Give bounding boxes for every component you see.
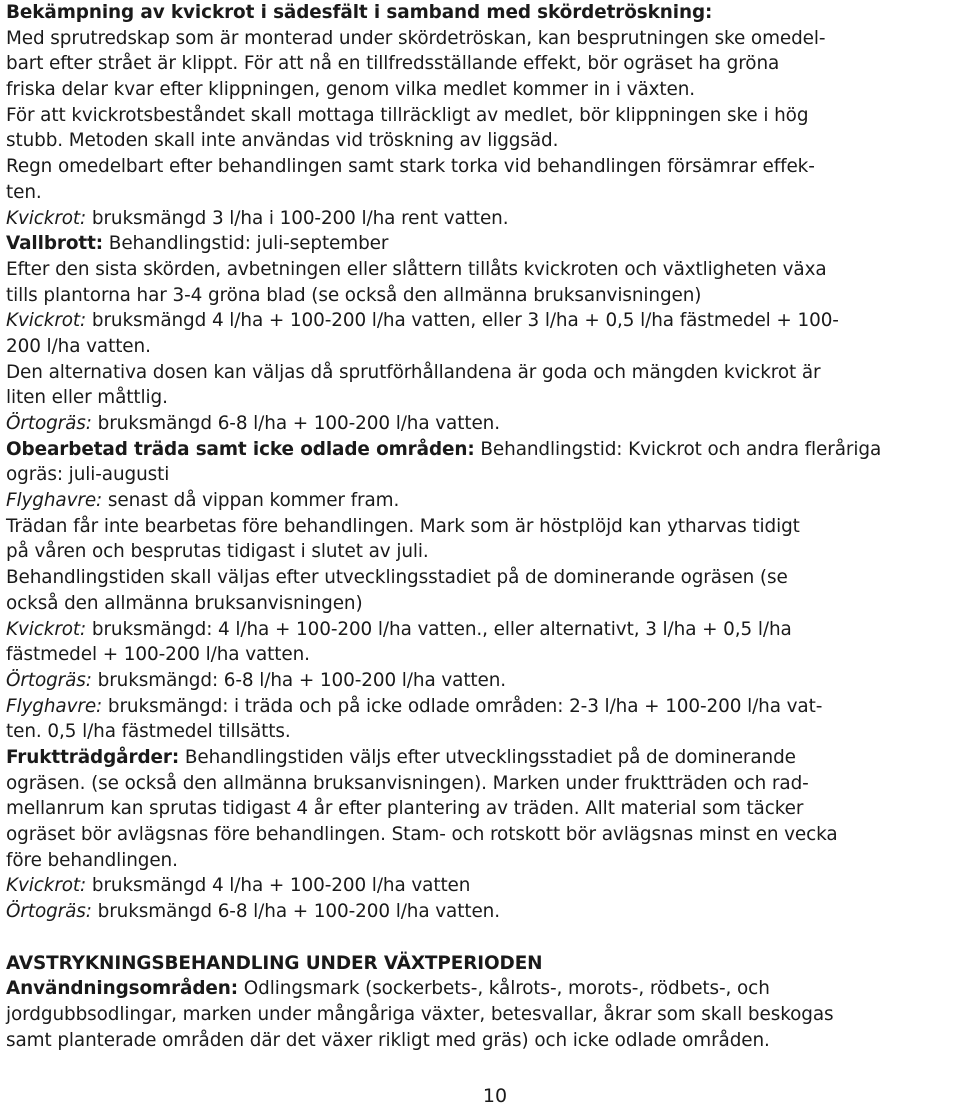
text-run: bruksmängd 4 l/ha + 100-200 l/ha vatten: [86, 875, 471, 897]
text-line: [6, 617, 956, 643]
text-run: Med sprutredskap som är monterad under skördetröskan, kan besprutningen ske omedel-: [6, 27, 826, 49]
text-line: [6, 719, 956, 745]
text-run: stubb. Metoden skall inte användas vid tröskning av liggsäd.: [6, 130, 559, 152]
text-run: liten eller måttlig.: [6, 387, 168, 409]
text-line: [6, 642, 956, 668]
text-run: För att kvickrotsbeståndet skall mottaga tillräckligt av medlet, bör klippningen ske i hög: [6, 104, 809, 126]
text-line: [6, 51, 956, 77]
bold-run: Fruktträdgårder:: [6, 746, 180, 768]
text-line: [6, 488, 956, 514]
text-line: [6, 180, 956, 206]
text-line: [6, 565, 956, 591]
paragraph-gap: [6, 925, 956, 951]
italic-run: Flyghavre:: [6, 695, 103, 717]
text-run: fästmedel + 100-200 l/ha vatten.: [6, 644, 310, 666]
text-run: senast då vippan kommer fram.: [102, 490, 400, 512]
text-run: mellanrum kan sprutas tidigast 4 år efter plantering av träden. Allt material som täcker: [6, 798, 804, 820]
text-run: bart efter strået är klippt. För att nå en tillfredsställande effekt, bör ogräset ha gröna: [6, 53, 780, 75]
italic-run: Flyghavre:: [6, 490, 103, 512]
text-run: Regn omedelbart efter behandlingen samt stark torka vid behandlingen försämrar effek-: [6, 156, 815, 178]
text-line: [6, 283, 956, 309]
text-run: före behandlingen.: [6, 849, 178, 871]
text-run: samt planterade områden där det växer rikligt med gräs) och icke odlade områden.: [6, 1029, 770, 1051]
text-run: ogräset bör avlägsnas före behandlingen. Stam- och rotskott bör avlägsnas minst en vecka: [6, 824, 838, 845]
text-run: Behandlingstiden skall väljas efter utvecklingsstadiet på de dominerande ogräsen (se: [6, 567, 788, 589]
text-run: ten. 0,5 l/ha fästmedel tillsätts.: [6, 721, 291, 743]
text-line: [6, 206, 956, 232]
italic-run: Örtogräs:: [6, 669, 92, 691]
text-line: [6, 308, 956, 334]
italic-run: Kvickrot:: [6, 207, 87, 229]
text-line: [6, 462, 956, 488]
text-line: [6, 539, 956, 565]
text-run: bruksmängd 4 l/ha + 100-200 l/ha vatten, eller 3 l/ha + 0,5 l/ha fästmedel + 100-: [86, 310, 839, 332]
text-line: [6, 128, 956, 154]
text-line: [6, 437, 956, 463]
text-line: [6, 103, 956, 129]
text-line: [6, 514, 956, 540]
text-run: tills plantorna har 3-4 gröna blad (se också den allmänna bruksanvisningen): [6, 284, 702, 306]
italic-run: Kvickrot:: [6, 310, 87, 332]
bold-run: Bekämpning av kvickrot i sädesfält i samband med skördetröskning:: [6, 2, 713, 23]
document-body: [6, 0, 956, 1054]
text-run: friska delar kvar efter klippningen, genom vilka medlet kommer in i växten.: [6, 79, 696, 101]
text-line: [6, 334, 956, 360]
text-line: [6, 257, 956, 283]
text-line: [6, 694, 956, 720]
text-run: ogräs: juli-augusti: [6, 464, 170, 486]
text-line: [6, 26, 956, 52]
text-run: Efter den sista skörden, avbetningen eller slåttern tillåts kvickroten och växtligheten växa: [6, 258, 827, 280]
text-run: Behandlingstiden väljs efter utvecklingsstadiet på de dominerande: [179, 746, 796, 768]
italic-run: Kvickrot:: [6, 875, 87, 897]
text-run: bruksmängd 6-8 l/ha + 100-200 l/ha vatten.: [91, 413, 500, 434]
text-run: Trädan får inte bearbetas före behandlingen. Mark som är höstplöjd kan ytharvas tidigt: [6, 515, 800, 537]
text-run: bruksmängd 6-8 l/ha + 100-200 l/ha vatten.: [91, 901, 500, 923]
text-run: också den allmänna bruksanvisningen): [6, 592, 363, 614]
text-line: [6, 873, 956, 899]
bold-run: Obearbetad träda samt icke odlade områden:: [6, 438, 475, 460]
text-run: på våren och besprutas tidigast i slutet av juli.: [6, 541, 429, 563]
text-line: [6, 1028, 956, 1054]
text-run: Behandlingstid: Kvickrot och andra fleråriga: [474, 438, 882, 460]
text-line: [6, 1002, 956, 1028]
text-run: ogräsen. (se också den allmänna bruksanvisningen). Marken under fruktträden och rad-: [6, 772, 809, 794]
italic-run: Kvickrot:: [6, 618, 87, 640]
text-line: [6, 796, 956, 822]
text-run: Odlingsmark (sockerbets-, kålrots-, morots-, rödbets-, och: [238, 978, 770, 1000]
page-number: 10: [482, 1085, 508, 1107]
text-run: bruksmängd: 4 l/ha + 100-200 l/ha vatten., eller alternativt, 3 l/ha + 0,5 l/ha: [86, 618, 792, 640]
text-line: [6, 745, 956, 771]
text-run: Den alternativa dosen kan väljas då sprutförhållandena är goda och mängden kvickrot är: [6, 361, 821, 383]
text-line: [6, 822, 956, 848]
bold-run: Användningsområden:: [6, 978, 239, 1000]
bold-run: Vallbrott:: [6, 233, 104, 255]
text-line: [6, 591, 956, 617]
text-line: [6, 899, 956, 925]
text-line: [6, 771, 956, 797]
text-line: [6, 360, 956, 386]
text-line: [6, 154, 956, 180]
text-run: jordgubbsodlingar, marken under mångåriga växter, betesvallar, åkrar som skall beskogas: [6, 1004, 834, 1026]
text-line: [6, 951, 956, 977]
text-line: [6, 976, 956, 1002]
bold-run: AVSTRYKNINGSBEHANDLING UNDER VÄXTPERIODEN: [6, 952, 543, 974]
text-line: [6, 385, 956, 411]
italic-run: Örtogräs:: [6, 901, 92, 923]
text-run: bruksmängd: 6-8 l/ha + 100-200 l/ha vatten.: [91, 669, 507, 691]
text-run: ten.: [6, 181, 42, 203]
text-run: 200 l/ha vatten.: [6, 335, 151, 357]
text-line: [6, 668, 956, 694]
text-line: [6, 77, 956, 103]
text-run: bruksmängd 3 l/ha i 100-200 l/ha rent vatten.: [86, 207, 509, 229]
text-line: [6, 0, 956, 26]
text-line: [6, 231, 956, 257]
text-run: Behandlingstid: juli-september: [103, 233, 389, 255]
italic-run: Örtogräs:: [6, 413, 92, 434]
text-line: [6, 848, 956, 874]
text-line: [6, 411, 956, 437]
text-run: bruksmängd: i träda och på icke odlade områden: 2-3 l/ha + 100-200 l/ha vat-: [102, 695, 823, 717]
